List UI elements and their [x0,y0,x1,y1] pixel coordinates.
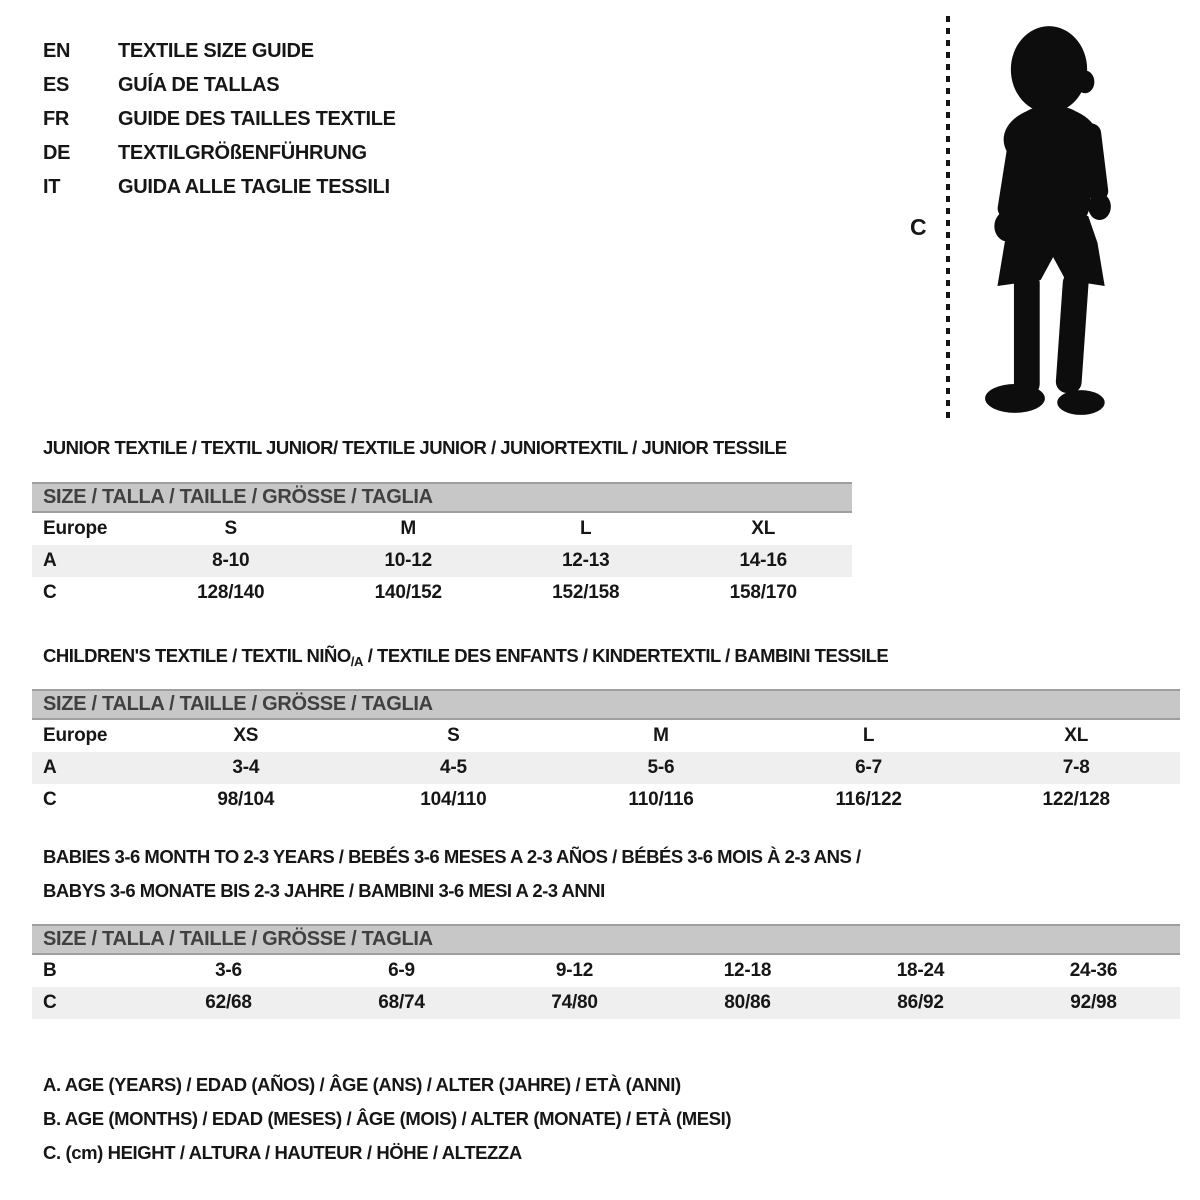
table-cell: 80/86 [724,992,771,1013]
table-cell: M [653,725,669,746]
table-cell: 14-16 [739,550,788,571]
table-cell: 24-36 [1069,960,1118,981]
table-cell: 10-12 [384,550,433,571]
table-row-a [32,752,1180,784]
language-row-de [43,136,396,170]
table-cell: L [862,725,875,746]
language-title: GUIDE DES TAILLES TEXTILE [118,108,396,130]
language-code: IT [43,176,61,198]
table-cell: 3-6 [215,960,242,981]
language-title: GUIDA ALLE TAGLIE TESSILI [118,176,390,198]
size-header-label: SIZE / TALLA / TAILLE / GRÖSSE / TAGLIA [43,928,433,950]
table-cell: 74/80 [551,992,598,1013]
babies-title-line2: BABYS 3-6 MONATE BIS 2-3 JAHRE / BAMBINI 3-6 MESI A 2-3 ANNI [43,880,605,901]
language-list [43,34,396,204]
table-cell: 140/152 [374,582,442,603]
table-cell: 128/140 [197,582,265,603]
language-code: FR [43,108,70,130]
table-cell: 110/116 [628,789,694,810]
table-cell: 4-5 [439,757,467,778]
language-row-es [43,68,396,102]
language-row-en [43,34,396,68]
language-row-it [43,170,396,204]
size-header-label: SIZE / TALLA / TAILLE / GRÖSSE / TAGLIA [43,693,433,715]
babies-table [32,955,1180,1019]
table-cell: S [224,518,237,539]
children-section-title [43,645,888,669]
babies-title-line1: BABIES 3-6 MONTH TO 2-3 YEARS / BEBÉS 3-6 MESES A 2-3 AÑOS / BÉBÉS 3-6 MOIS À 2-3 ANS / [43,846,861,867]
height-dashed-line-icon [944,16,952,418]
table-cell: 12-13 [561,550,610,571]
table-row-europe [32,513,852,545]
row-label: C [43,582,57,603]
table-cell: 7-8 [1062,757,1090,778]
junior-size-header-bar [32,482,852,513]
toddler-silhouette-icon [966,20,1132,418]
children-table [32,720,1180,816]
table-cell: 6-9 [388,960,415,981]
table-cell: XL [1064,725,1089,746]
row-label: Europe [43,518,108,539]
table-cell: 116/122 [835,789,902,810]
row-label: A [43,550,57,571]
table-cell: 18-24 [896,960,945,981]
table-cell: 6-7 [855,757,883,778]
table-cell: S [447,725,460,746]
table-cell: 122/128 [1042,789,1110,810]
table-cell: 9-12 [555,960,594,981]
children-title-prefix: CHILDREN'S TEXTILE / TEXTIL NIÑO [43,645,351,666]
table-cell: XL [751,518,776,539]
junior-table [32,513,852,609]
table-cell: 152/158 [552,582,620,603]
height-measure-label: C [910,214,927,240]
table-cell: 5-6 [647,757,675,778]
language-code: DE [43,142,71,164]
table-row-c [32,987,1180,1019]
babies-section-title [43,840,861,908]
table-cell: 62/68 [205,992,252,1013]
table-cell: 86/92 [897,992,944,1013]
language-row-fr [43,102,396,136]
children-size-header-bar [32,689,1180,720]
table-cell: 8-10 [212,550,250,571]
table-cell: 3-4 [232,757,260,778]
legend-line-c: C. (cm) HEIGHT / ALTURA / HAUTEUR / HÖHE / ALTEZZA [43,1142,522,1163]
legend-line-a: A. AGE (YEARS) / EDAD (AÑOS) / ÂGE (ANS) / ALTER (JAHRE) / ETÀ (ANNI) [43,1074,681,1095]
language-title: TEXTILGRÖßENFÜHRUNG [118,142,367,164]
legend-line-b: B. AGE (MONTHS) / EDAD (MESES) / ÂGE (MOIS) / ALTER (MONATE) / ETÀ (MESI) [43,1108,732,1129]
row-label: C [43,992,57,1013]
table-row-b [32,955,1180,987]
table-cell: M [400,518,417,539]
legend [43,1068,731,1170]
row-label: B [43,960,57,981]
children-title-subscript: /A [350,654,364,669]
language-title: TEXTILE SIZE GUIDE [118,40,314,62]
table-cell: 92/98 [1070,992,1117,1013]
babies-size-header-bar [32,924,1180,955]
table-cell: L [580,518,592,539]
table-cell: 104/110 [420,789,487,810]
table-row-c [32,577,852,609]
language-title: GUÍA DE TALLAS [118,74,280,96]
table-cell: XS [233,725,259,746]
table-cell: 158/170 [729,582,797,603]
children-title-suffix: / TEXTILE DES ENFANTS / KINDERTEXTIL / BAMBINI TESSILE [363,645,889,666]
table-cell: 98/104 [217,789,275,810]
row-label: Europe [43,725,108,746]
table-cell: 68/74 [378,992,425,1013]
junior-section-title: JUNIOR TEXTILE / TEXTIL JUNIOR/ TEXTILE JUNIOR / JUNIORTEXTIL / JUNIOR TESSILE [43,437,787,458]
language-code: EN [43,40,71,62]
table-row-c [32,784,1180,816]
row-label: C [43,789,57,810]
row-label: A [43,757,57,778]
table-row-europe [32,720,1180,752]
language-code: ES [43,74,70,96]
size-header-label: SIZE / TALLA / TAILLE / GRÖSSE / TAGLIA [43,486,433,508]
table-cell: 12-18 [723,960,772,981]
table-row-a [32,545,852,577]
